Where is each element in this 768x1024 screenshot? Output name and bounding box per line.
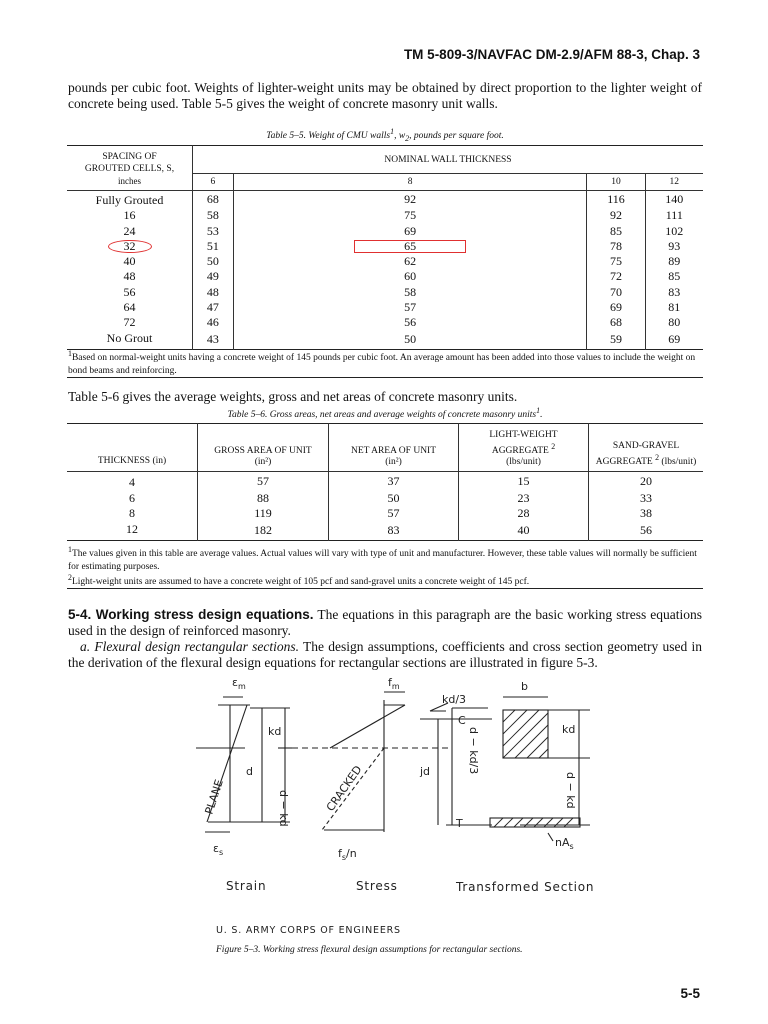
table-cell: 80: [668, 315, 681, 330]
table-cell: 62: [233, 254, 587, 269]
figure-5-3-caption: Figure 5–3. Working stress flexural design assumptions for rectangular sections.: [216, 945, 523, 955]
table-cell: 92: [587, 208, 645, 223]
table-cell: 50: [233, 331, 587, 350]
label-es: $\varepsilon_s$: [213, 842, 224, 857]
stress-cracked-line: [322, 748, 384, 830]
header-line: GROSS AREA OF UNIT: [214, 446, 312, 456]
table-cell: 85: [587, 224, 645, 239]
label-kd-section: kd: [562, 723, 576, 736]
subsection-text: The design assumptions, coefficients and cross section geometry used in the derivation of the flexural design equations for rectangular sections are illustrated in figure 5-3.: [68, 639, 703, 670]
steel-hatch: [494, 818, 573, 827]
table-cell: 53: [193, 224, 234, 239]
header-line: SPACING OF: [102, 152, 157, 162]
table-cell: 72: [67, 315, 193, 330]
table-cell: 28: [459, 506, 589, 522]
table-cell: 6: [129, 490, 135, 505]
table-cell: 182: [198, 522, 329, 541]
table-cell: 49: [193, 269, 234, 284]
table-cell: 75: [233, 208, 587, 223]
table-cell: 92: [233, 191, 587, 209]
label-b: b: [521, 680, 528, 693]
table-cell: 102: [665, 223, 684, 238]
figure-5-3: [0, 668, 768, 968]
table-cell: 111: [665, 208, 683, 223]
table-cell: 64: [67, 300, 193, 315]
label-plane: PLANE: [202, 777, 226, 816]
table-cell: 70: [587, 285, 645, 300]
table-cell: 83: [668, 284, 681, 299]
table-cell: 93: [668, 238, 681, 253]
footnote-text: Light-weight units are assumed to have a concrete weight of 105 pcf and sand-gravel units a concrete weight of 145 pcf.: [71, 577, 530, 588]
table-row: [67, 254, 703, 269]
table-row: [67, 269, 703, 284]
table-cell: 15: [459, 472, 589, 491]
table-cell: 59: [587, 331, 645, 350]
thickness-6: 6: [193, 174, 234, 191]
thickness-10: 10: [587, 174, 645, 191]
nas-leader: [548, 833, 553, 841]
table-cell: 69: [233, 224, 587, 239]
label-d-minus-kd-section: d − kd: [564, 772, 577, 809]
table-cell: 40: [459, 522, 589, 541]
header-line: SAND-GRAVEL: [612, 440, 680, 451]
table-row: [67, 522, 703, 541]
table-cell: 12: [126, 521, 138, 536]
caption-text: Table 5–6. Gross areas, net areas and average weights of concrete masonry units: [227, 410, 537, 421]
table-cell: 85: [668, 269, 681, 284]
table-cell: 46: [193, 315, 234, 330]
table-cell: 38: [589, 506, 704, 522]
table-cell: 69: [587, 300, 645, 315]
caption-text: , pounds per square foot.: [409, 131, 504, 142]
label-fm: $f_m$: [388, 676, 400, 691]
table-row: [67, 224, 703, 239]
table-cell: 48: [193, 285, 234, 300]
label-kd3: kd/3: [442, 693, 467, 706]
label-d-minus-kd: d − kd: [277, 790, 290, 827]
table-cell: 50: [329, 491, 459, 507]
footnote-rule: [67, 588, 703, 589]
header-text: (lbs/unit): [661, 457, 697, 467]
table-cell: 50: [193, 254, 234, 269]
table-cell: 8: [129, 506, 135, 520]
header-line: (lbs/unit): [506, 457, 541, 467]
table-cell: 69: [668, 332, 681, 347]
subsection-label: a. Flexural design rectangular sections.: [80, 639, 299, 654]
table-cell: 43: [193, 331, 234, 350]
table-cell: 56: [67, 285, 193, 300]
hatch-pattern: [503, 710, 548, 758]
table-cell: 68: [193, 191, 234, 209]
table-cell: 72: [587, 269, 645, 284]
table-cell: 56: [589, 522, 704, 541]
label-t: T: [456, 817, 463, 830]
label-jd: jd: [420, 765, 431, 778]
table-cell: 58: [233, 285, 587, 300]
table-cell: 57: [198, 472, 329, 491]
table-row: [67, 315, 703, 330]
thickness-header: THICKNESS (in): [97, 456, 167, 466]
table-cell: 57: [329, 506, 459, 522]
sand-gravel-header: [589, 424, 704, 472]
section-5-4: [68, 607, 702, 639]
footnote-sup: 1: [68, 349, 72, 358]
table-cell: 58: [193, 208, 234, 223]
table-5-6-intro: Table 5-6 gives the average weights, gross and net areas of concrete masonry units.: [68, 389, 518, 404]
table-5-6: [67, 423, 703, 541]
footnote-text: The values given in this table are average values. Actual values will vary with type of unit and manufacturer. However, these table values will normally be sufficient for estimating purposes.: [68, 549, 697, 573]
header-line: inches: [118, 176, 141, 186]
intro-paragraph: pounds per cubic foot. Weights of lighter-weight units may be obtained by direct proportion to the lighter weight of concrete being used. Table 5-5 gives the weight of concrete masonry unit walls.: [68, 80, 702, 111]
footnote-sup: 2: [68, 573, 72, 582]
table-5-5-footnote: [68, 347, 704, 378]
spacing-header: [67, 146, 193, 191]
table-cell: 119: [198, 506, 329, 522]
page-number: 5-5: [680, 986, 700, 1001]
caption-sup: 1: [390, 127, 395, 136]
label-fs-n: $f_s/n$: [338, 847, 357, 862]
table-cell: 56: [233, 315, 587, 330]
caption-text: .: [540, 410, 543, 421]
header-line: [460, 441, 587, 457]
table-5-6-footnote-1: [68, 543, 704, 574]
light-weight-header: [459, 424, 589, 472]
section-text: The equations in this paragraph are the basic working stress equations used in the design of reinforced masonry.: [68, 607, 703, 638]
table-cell: 75: [587, 254, 645, 269]
header-sup: 2: [655, 452, 660, 462]
label-cracked: CRACKED: [323, 763, 365, 814]
table-row: [67, 191, 703, 209]
header-line: (in²): [254, 457, 272, 467]
table-cell: 47: [193, 300, 234, 315]
table-row: [67, 506, 703, 522]
label-d-minus-kd3: d − kd/3: [467, 727, 480, 775]
net-area-header: [329, 424, 459, 472]
caption-text: Table 5–5. Weight of CMU walls: [266, 131, 391, 142]
footnote-sup: 1: [68, 545, 72, 554]
table-cell: 57: [233, 300, 587, 315]
table-row: [67, 285, 703, 300]
table-5-6-caption: [67, 406, 703, 420]
table-row: [67, 472, 703, 491]
header-line: NET AREA OF UNIT: [350, 446, 437, 456]
table-cell: 68: [587, 315, 645, 330]
header-line: LIGHT-WEIGHT: [489, 429, 558, 440]
table-cell: 48: [67, 269, 193, 284]
agency-label: U. S. ARMY CORPS OF ENGINEERS: [216, 925, 401, 936]
table-5-5-caption: [67, 127, 703, 143]
table-cell: Fully Grouted: [67, 191, 193, 209]
nominal-thickness-header: NOMINAL WALL THICKNESS: [384, 154, 512, 165]
header-line: GROUTED CELLS, S,: [84, 164, 175, 174]
table-cell: 33: [589, 491, 704, 507]
stress-compression-line: [330, 705, 405, 748]
thickness-8: 8: [233, 174, 587, 191]
table-cell: 4: [129, 475, 135, 489]
table-row: [67, 491, 703, 507]
table-cell: 16: [67, 208, 193, 223]
table-cell: 140: [665, 192, 684, 206]
table-5-6-footnote-2: [68, 571, 704, 589]
header-line: (in²): [385, 457, 402, 467]
gross-area-header: [198, 424, 329, 472]
header-sup: 2: [551, 441, 556, 451]
label-d: d: [246, 765, 253, 778]
footnote-rule: [67, 377, 703, 378]
subsection-a: [68, 639, 702, 671]
caption-sup: 1: [536, 406, 541, 415]
caption-sub: 2: [405, 134, 410, 144]
header-text: AGGREGATE: [491, 446, 549, 456]
table-cell: 37: [329, 472, 459, 491]
table-cell: 78: [587, 239, 645, 254]
running-header: TM 5-809-3/NAVFAC DM-2.9/AFM 88-3, Chap. 3: [403, 47, 700, 62]
title-strain: Strain: [226, 879, 267, 893]
table-cell: 81: [668, 300, 681, 315]
label-nas: $nA_s$: [555, 836, 574, 851]
header-line: [590, 452, 702, 468]
label-em: $\varepsilon_m$: [232, 676, 246, 691]
title-transformed-section: Transformed Section: [456, 880, 595, 894]
table-cell: 23: [459, 491, 589, 507]
table-cell: [233, 239, 587, 254]
table-cell: No Grout: [67, 331, 193, 350]
table-cell: 40: [67, 254, 193, 269]
table-cell: 60: [233, 269, 587, 284]
table-cell: 51: [193, 239, 234, 254]
title-stress: Stress: [356, 879, 398, 893]
section-heading: 5-4. Working stress design equations.: [68, 607, 314, 622]
table-cell: 24: [67, 224, 193, 239]
caption-text: , w: [394, 131, 406, 142]
label-kd: kd: [268, 725, 282, 738]
circled-spacing-32: 32: [108, 240, 152, 253]
table-row: [67, 300, 703, 315]
footnote-text: Based on normal-weight units having a concrete weight of 145 pounds per cubic foot. An average amount has been added into those values to include the weight on bond beams and reinforcing.: [68, 353, 696, 377]
table-cell: [67, 239, 193, 254]
table-row: [67, 208, 703, 223]
table-5-5: [67, 145, 703, 350]
label-c: C: [458, 714, 466, 727]
table-cell: 89: [668, 254, 681, 269]
header-text: AGGREGATE: [595, 457, 653, 467]
thickness-12: 12: [645, 174, 703, 191]
table-cell: 20: [589, 472, 704, 491]
table-cell: 83: [329, 522, 459, 541]
highlighted-value-65: 65: [354, 240, 466, 253]
table-cell: 88: [198, 491, 329, 507]
table-row: [67, 239, 703, 254]
table-cell: 116: [587, 191, 645, 209]
